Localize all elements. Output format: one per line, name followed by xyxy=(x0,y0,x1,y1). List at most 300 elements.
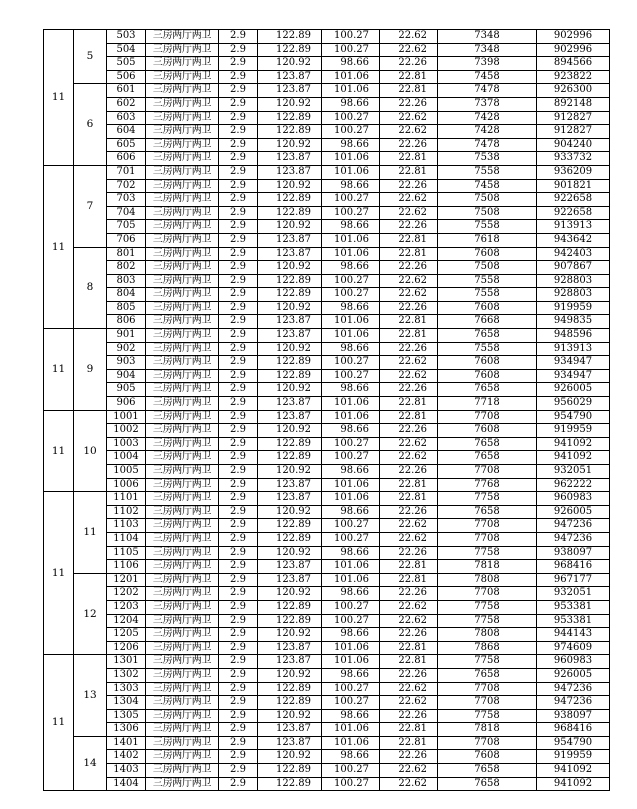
table-row xyxy=(44,206,610,220)
total-price-cell: 974609 xyxy=(537,641,610,655)
floor-area-cell: 120.92 xyxy=(258,342,322,356)
floor-area-cell: 120.92 xyxy=(258,628,322,642)
floor-height-cell: 2.9 xyxy=(219,437,258,451)
inner-area-cell: 100.27 xyxy=(322,437,380,451)
inner-area-cell: 101.06 xyxy=(322,723,380,737)
inner-area-cell: 98.66 xyxy=(322,179,380,193)
total-price-cell: 947236 xyxy=(537,532,610,546)
unit-price-cell: 7608 xyxy=(438,750,537,764)
inner-area-cell: 100.27 xyxy=(322,111,380,125)
floor-height-cell: 2.9 xyxy=(219,84,258,98)
unit-price-cell: 7508 xyxy=(438,261,537,275)
building-number-cell: 11 xyxy=(44,165,74,328)
total-price-cell: 934947 xyxy=(537,369,610,383)
unit-type-cell: 三房两厅两卫 xyxy=(146,587,219,601)
unit-price-cell: 7428 xyxy=(438,111,537,125)
floor-area-cell: 122.89 xyxy=(258,437,322,451)
floor-height-cell: 2.9 xyxy=(219,505,258,519)
inner-area-cell: 98.66 xyxy=(322,709,380,723)
floor-area-cell: 123.87 xyxy=(258,560,322,574)
inner-area-cell: 101.06 xyxy=(322,165,380,179)
unit-type-cell: 三房两厅两卫 xyxy=(146,329,219,343)
table-row xyxy=(44,152,610,166)
table-row xyxy=(44,247,610,261)
total-price-cell: 923822 xyxy=(537,70,610,84)
shared-area-cell: 22.81 xyxy=(380,492,438,506)
unit-price-cell: 7708 xyxy=(438,410,537,424)
inner-area-cell: 100.27 xyxy=(322,206,380,220)
unit-price-cell: 7458 xyxy=(438,179,537,193)
floor-height-cell: 2.9 xyxy=(219,573,258,587)
floor-height-cell: 2.9 xyxy=(219,424,258,438)
floor-height-cell: 2.9 xyxy=(219,492,258,506)
total-price-cell: 938097 xyxy=(537,709,610,723)
unit-price-cell: 7808 xyxy=(438,628,537,642)
unit-number-cell: 1404 xyxy=(107,777,146,791)
unit-type-cell: 三房两厅两卫 xyxy=(146,410,219,424)
unit-number-cell: 604 xyxy=(107,125,146,139)
inner-area-cell: 100.27 xyxy=(322,125,380,139)
unit-price-cell: 7608 xyxy=(438,301,537,315)
floor-area-cell: 122.89 xyxy=(258,125,322,139)
total-price-cell: 960983 xyxy=(537,492,610,506)
inner-area-cell: 101.06 xyxy=(322,560,380,574)
unit-number-cell: 1305 xyxy=(107,709,146,723)
inner-area-cell: 100.27 xyxy=(322,369,380,383)
unit-price-cell: 7868 xyxy=(438,641,537,655)
total-price-cell: 919959 xyxy=(537,301,610,315)
unit-price-cell: 7608 xyxy=(438,247,537,261)
shared-area-cell: 22.62 xyxy=(380,764,438,778)
unit-price-cell: 7658 xyxy=(438,505,537,519)
shared-area-cell: 22.81 xyxy=(380,315,438,329)
shared-area-cell: 22.26 xyxy=(380,709,438,723)
floor-height-cell: 2.9 xyxy=(219,247,258,261)
shared-area-cell: 22.81 xyxy=(380,152,438,166)
total-price-cell: 936209 xyxy=(537,165,610,179)
unit-type-cell: 三房两厅两卫 xyxy=(146,655,219,669)
unit-type-cell: 三房两厅两卫 xyxy=(146,641,219,655)
unit-number-cell: 1301 xyxy=(107,655,146,669)
inner-area-cell: 98.66 xyxy=(322,465,380,479)
total-price-cell: 934947 xyxy=(537,356,610,370)
unit-number-cell: 1402 xyxy=(107,750,146,764)
unit-price-cell: 7608 xyxy=(438,369,537,383)
floor-area-cell: 120.92 xyxy=(258,750,322,764)
unit-number-cell: 1303 xyxy=(107,682,146,696)
inner-area-cell: 98.66 xyxy=(322,97,380,111)
floor-height-cell: 2.9 xyxy=(219,193,258,207)
inner-area-cell: 100.27 xyxy=(322,356,380,370)
unit-price-cell: 7708 xyxy=(438,465,537,479)
total-price-cell: 949835 xyxy=(537,315,610,329)
unit-number-cell: 703 xyxy=(107,193,146,207)
floor-height-cell: 2.9 xyxy=(219,723,258,737)
floor-area-cell: 122.89 xyxy=(258,369,322,383)
inner-area-cell: 101.06 xyxy=(322,736,380,750)
unit-price-cell: 7668 xyxy=(438,315,537,329)
unit-price-cell: 7718 xyxy=(438,397,537,411)
table-row xyxy=(44,70,610,84)
unit-number-cell: 1206 xyxy=(107,641,146,655)
inner-area-cell: 100.27 xyxy=(322,614,380,628)
unit-type-cell: 三房两厅两卫 xyxy=(146,668,219,682)
unit-number-cell: 804 xyxy=(107,288,146,302)
unit-type-cell: 三房两厅两卫 xyxy=(146,97,219,111)
table-row xyxy=(44,614,610,628)
floor-area-cell: 123.87 xyxy=(258,478,322,492)
table-row xyxy=(44,369,610,383)
unit-number-cell: 1104 xyxy=(107,532,146,546)
unit-number-cell: 605 xyxy=(107,138,146,152)
unit-price-cell: 7458 xyxy=(438,70,537,84)
total-price-cell: 962222 xyxy=(537,478,610,492)
floor-area-cell: 122.89 xyxy=(258,600,322,614)
unit-type-cell: 三房两厅两卫 xyxy=(146,383,219,397)
inner-area-cell: 101.06 xyxy=(322,397,380,411)
table-row xyxy=(44,342,610,356)
floor-height-cell: 2.9 xyxy=(219,696,258,710)
total-price-cell: 967177 xyxy=(537,573,610,587)
unit-number-cell: 1105 xyxy=(107,546,146,560)
floor-area-cell: 120.92 xyxy=(258,424,322,438)
unit-number-cell: 602 xyxy=(107,97,146,111)
table-row xyxy=(44,546,610,560)
table-row xyxy=(44,628,610,642)
shared-area-cell: 22.81 xyxy=(380,70,438,84)
unit-price-cell: 7658 xyxy=(438,437,537,451)
floor-height-cell: 2.9 xyxy=(219,709,258,723)
table-row xyxy=(44,193,610,207)
building-number-cell: 11 xyxy=(44,410,74,492)
total-price-cell: 928803 xyxy=(537,288,610,302)
unit-type-cell: 三房两厅两卫 xyxy=(146,478,219,492)
unit-number-cell: 1204 xyxy=(107,614,146,628)
unit-price-cell: 7478 xyxy=(438,138,537,152)
total-price-cell: 948596 xyxy=(537,329,610,343)
inner-area-cell: 101.06 xyxy=(322,315,380,329)
inner-area-cell: 98.66 xyxy=(322,57,380,71)
table-row xyxy=(44,57,610,71)
total-price-cell: 912827 xyxy=(537,111,610,125)
unit-price-cell: 7348 xyxy=(438,30,537,44)
shared-area-cell: 22.81 xyxy=(380,247,438,261)
unit-price-cell: 7708 xyxy=(438,696,537,710)
floor-height-cell: 2.9 xyxy=(219,655,258,669)
shared-area-cell: 22.81 xyxy=(380,573,438,587)
total-price-cell: 938097 xyxy=(537,546,610,560)
unit-type-cell: 三房两厅两卫 xyxy=(146,84,219,98)
unit-type-cell: 三房两厅两卫 xyxy=(146,465,219,479)
table-row xyxy=(44,43,610,57)
floor-area-cell: 120.92 xyxy=(258,301,322,315)
table-row xyxy=(44,750,610,764)
shared-area-cell: 22.26 xyxy=(380,220,438,234)
unit-number-cell: 903 xyxy=(107,356,146,370)
floor-number-cell: 8 xyxy=(74,247,107,329)
table-row xyxy=(44,560,610,574)
floor-height-cell: 2.9 xyxy=(219,356,258,370)
total-price-cell: 922658 xyxy=(537,206,610,220)
total-price-cell: 956029 xyxy=(537,397,610,411)
floor-height-cell: 2.9 xyxy=(219,138,258,152)
unit-number-cell: 901 xyxy=(107,329,146,343)
shared-area-cell: 22.62 xyxy=(380,125,438,139)
unit-price-cell: 7708 xyxy=(438,532,537,546)
floor-height-cell: 2.9 xyxy=(219,233,258,247)
total-price-cell: 947236 xyxy=(537,519,610,533)
inner-area-cell: 101.06 xyxy=(322,84,380,98)
shared-area-cell: 22.62 xyxy=(380,519,438,533)
shared-area-cell: 22.62 xyxy=(380,274,438,288)
unit-type-cell: 三房两厅两卫 xyxy=(146,492,219,506)
unit-price-cell: 7808 xyxy=(438,573,537,587)
inner-area-cell: 100.27 xyxy=(322,43,380,57)
unit-type-cell: 三房两厅两卫 xyxy=(146,600,219,614)
floor-area-cell: 120.92 xyxy=(258,220,322,234)
unit-price-cell: 7658 xyxy=(438,451,537,465)
table-row xyxy=(44,505,610,519)
floor-area-cell: 120.92 xyxy=(258,546,322,560)
inner-area-cell: 100.27 xyxy=(322,30,380,44)
table-row xyxy=(44,410,610,424)
shared-area-cell: 22.62 xyxy=(380,206,438,220)
total-price-cell: 942403 xyxy=(537,247,610,261)
shared-area-cell: 22.26 xyxy=(380,546,438,560)
floor-height-cell: 2.9 xyxy=(219,261,258,275)
floor-area-cell: 122.89 xyxy=(258,193,322,207)
unit-price-cell: 7558 xyxy=(438,165,537,179)
unit-price-cell: 7558 xyxy=(438,220,537,234)
unit-number-cell: 706 xyxy=(107,233,146,247)
floor-height-cell: 2.9 xyxy=(219,274,258,288)
floor-height-cell: 2.9 xyxy=(219,478,258,492)
inner-area-cell: 100.27 xyxy=(322,532,380,546)
inner-area-cell: 100.27 xyxy=(322,600,380,614)
shared-area-cell: 22.81 xyxy=(380,641,438,655)
unit-number-cell: 904 xyxy=(107,369,146,383)
unit-type-cell: 三房两厅两卫 xyxy=(146,424,219,438)
floor-area-cell: 120.92 xyxy=(258,179,322,193)
floor-height-cell: 2.9 xyxy=(219,97,258,111)
building-number-cell: 11 xyxy=(44,329,74,411)
shared-area-cell: 22.26 xyxy=(380,57,438,71)
unit-price-cell: 7508 xyxy=(438,206,537,220)
floor-height-cell: 2.9 xyxy=(219,315,258,329)
shared-area-cell: 22.81 xyxy=(380,165,438,179)
table-row xyxy=(44,777,610,791)
unit-type-cell: 三房两厅两卫 xyxy=(146,764,219,778)
floor-area-cell: 122.89 xyxy=(258,274,322,288)
unit-number-cell: 1006 xyxy=(107,478,146,492)
total-price-cell: 941092 xyxy=(537,777,610,791)
floor-area-cell: 120.92 xyxy=(258,587,322,601)
unit-number-cell: 505 xyxy=(107,57,146,71)
inner-area-cell: 100.27 xyxy=(322,696,380,710)
unit-number-cell: 802 xyxy=(107,261,146,275)
floor-area-cell: 123.87 xyxy=(258,165,322,179)
floor-height-cell: 2.9 xyxy=(219,465,258,479)
floor-number-cell: 11 xyxy=(74,492,107,574)
unit-price-cell: 7558 xyxy=(438,274,537,288)
floor-height-cell: 2.9 xyxy=(219,614,258,628)
unit-number-cell: 1302 xyxy=(107,668,146,682)
floor-height-cell: 2.9 xyxy=(219,736,258,750)
table-row xyxy=(44,329,610,343)
floor-height-cell: 2.9 xyxy=(219,206,258,220)
shared-area-cell: 22.62 xyxy=(380,111,438,125)
unit-type-cell: 三房两厅两卫 xyxy=(146,342,219,356)
floor-height-cell: 2.9 xyxy=(219,628,258,642)
table-row xyxy=(44,668,610,682)
table-row xyxy=(44,437,610,451)
unit-type-cell: 三房两厅两卫 xyxy=(146,57,219,71)
floor-height-cell: 2.9 xyxy=(219,288,258,302)
total-price-cell: 912827 xyxy=(537,125,610,139)
total-price-cell: 968416 xyxy=(537,560,610,574)
unit-price-cell: 7758 xyxy=(438,492,537,506)
table-row xyxy=(44,179,610,193)
floor-area-cell: 122.89 xyxy=(258,111,322,125)
unit-type-cell: 三房两厅两卫 xyxy=(146,274,219,288)
floor-area-cell: 123.87 xyxy=(258,247,322,261)
table-row xyxy=(44,587,610,601)
shared-area-cell: 22.26 xyxy=(380,179,438,193)
table-row xyxy=(44,709,610,723)
total-price-cell: 913913 xyxy=(537,342,610,356)
floor-height-cell: 2.9 xyxy=(219,30,258,44)
inner-area-cell: 98.66 xyxy=(322,342,380,356)
floor-number-cell: 6 xyxy=(74,84,107,166)
building-number-cell: 11 xyxy=(44,655,74,791)
unit-price-cell: 7818 xyxy=(438,560,537,574)
unit-price-cell: 7508 xyxy=(438,193,537,207)
unit-number-cell: 805 xyxy=(107,301,146,315)
total-price-cell: 947236 xyxy=(537,696,610,710)
shared-area-cell: 22.81 xyxy=(380,736,438,750)
inner-area-cell: 101.06 xyxy=(322,152,380,166)
unit-price-cell: 7758 xyxy=(438,655,537,669)
floor-height-cell: 2.9 xyxy=(219,519,258,533)
inner-area-cell: 100.27 xyxy=(322,764,380,778)
total-price-cell: 954790 xyxy=(537,410,610,424)
shared-area-cell: 22.62 xyxy=(380,369,438,383)
unit-type-cell: 三房两厅两卫 xyxy=(146,723,219,737)
floor-height-cell: 2.9 xyxy=(219,369,258,383)
unit-type-cell: 三房两厅两卫 xyxy=(146,709,219,723)
floor-height-cell: 2.9 xyxy=(219,587,258,601)
shared-area-cell: 22.26 xyxy=(380,301,438,315)
inner-area-cell: 98.66 xyxy=(322,546,380,560)
unit-number-cell: 1001 xyxy=(107,410,146,424)
unit-price-cell: 7708 xyxy=(438,587,537,601)
unit-type-cell: 三房两厅两卫 xyxy=(146,111,219,125)
unit-type-cell: 三房两厅两卫 xyxy=(146,560,219,574)
floor-area-cell: 123.87 xyxy=(258,723,322,737)
table-row xyxy=(44,723,610,737)
shared-area-cell: 22.81 xyxy=(380,723,438,737)
table-row xyxy=(44,764,610,778)
floor-area-cell: 122.89 xyxy=(258,777,322,791)
unit-type-cell: 三房两厅两卫 xyxy=(146,152,219,166)
unit-number-cell: 506 xyxy=(107,70,146,84)
floor-height-cell: 2.9 xyxy=(219,451,258,465)
shared-area-cell: 22.62 xyxy=(380,600,438,614)
unit-number-cell: 806 xyxy=(107,315,146,329)
floor-area-cell: 123.87 xyxy=(258,233,322,247)
unit-price-cell: 7758 xyxy=(438,709,537,723)
shared-area-cell: 22.62 xyxy=(380,193,438,207)
floor-number-cell: 10 xyxy=(74,410,107,492)
unit-type-cell: 三房两厅两卫 xyxy=(146,682,219,696)
floor-area-cell: 123.87 xyxy=(258,152,322,166)
total-price-cell: 892148 xyxy=(537,97,610,111)
inner-area-cell: 98.66 xyxy=(322,628,380,642)
floor-number-cell: 5 xyxy=(74,30,107,84)
inner-area-cell: 101.06 xyxy=(322,655,380,669)
total-price-cell: 928803 xyxy=(537,274,610,288)
unit-price-cell: 7758 xyxy=(438,614,537,628)
inner-area-cell: 98.66 xyxy=(322,505,380,519)
unit-price-cell: 7608 xyxy=(438,424,537,438)
unit-price-cell: 7768 xyxy=(438,478,537,492)
unit-price-cell: 7608 xyxy=(438,356,537,370)
table-row xyxy=(44,682,610,696)
floor-height-cell: 2.9 xyxy=(219,329,258,343)
floor-height-cell: 2.9 xyxy=(219,383,258,397)
table-row xyxy=(44,492,610,506)
shared-area-cell: 22.26 xyxy=(380,505,438,519)
unit-type-cell: 三房两厅两卫 xyxy=(146,777,219,791)
unit-type-cell: 三房两厅两卫 xyxy=(146,736,219,750)
floor-height-cell: 2.9 xyxy=(219,301,258,315)
unit-number-cell: 1201 xyxy=(107,573,146,587)
unit-price-cell: 7558 xyxy=(438,288,537,302)
floor-height-cell: 2.9 xyxy=(219,682,258,696)
inner-area-cell: 98.66 xyxy=(322,383,380,397)
unit-type-cell: 三房两厅两卫 xyxy=(146,532,219,546)
total-price-cell: 926005 xyxy=(537,668,610,682)
floor-height-cell: 2.9 xyxy=(219,70,258,84)
unit-number-cell: 902 xyxy=(107,342,146,356)
inner-area-cell: 101.06 xyxy=(322,70,380,84)
table-row xyxy=(44,125,610,139)
shared-area-cell: 22.81 xyxy=(380,478,438,492)
floor-height-cell: 2.9 xyxy=(219,220,258,234)
table-row xyxy=(44,397,610,411)
inner-area-cell: 100.27 xyxy=(322,288,380,302)
unit-price-cell: 7758 xyxy=(438,600,537,614)
unit-number-cell: 1101 xyxy=(107,492,146,506)
unit-type-cell: 三房两厅两卫 xyxy=(146,519,219,533)
inner-area-cell: 98.66 xyxy=(322,138,380,152)
total-price-cell: 953381 xyxy=(537,600,610,614)
unit-type-cell: 三房两厅两卫 xyxy=(146,546,219,560)
unit-number-cell: 1304 xyxy=(107,696,146,710)
shared-area-cell: 22.62 xyxy=(380,30,438,44)
floor-height-cell: 2.9 xyxy=(219,342,258,356)
unit-number-cell: 702 xyxy=(107,179,146,193)
unit-type-cell: 三房两厅两卫 xyxy=(146,437,219,451)
table-row xyxy=(44,383,610,397)
floor-area-cell: 123.87 xyxy=(258,329,322,343)
unit-number-cell: 503 xyxy=(107,30,146,44)
unit-price-cell: 7658 xyxy=(438,329,537,343)
inner-area-cell: 101.06 xyxy=(322,233,380,247)
shared-area-cell: 22.81 xyxy=(380,410,438,424)
total-price-cell: 919959 xyxy=(537,424,610,438)
unit-type-cell: 三房两厅两卫 xyxy=(146,193,219,207)
